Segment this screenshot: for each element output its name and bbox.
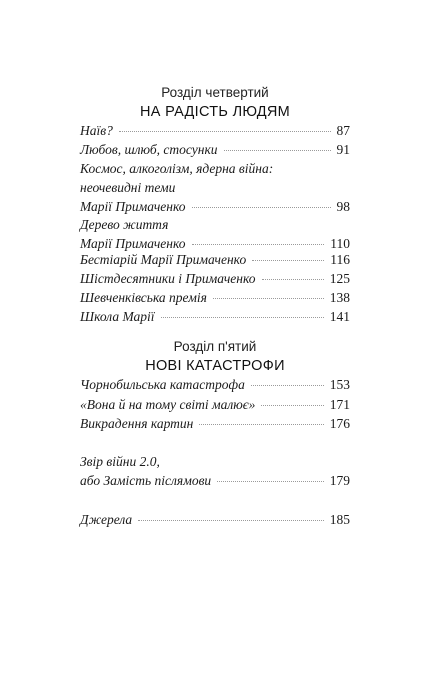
dot-leader (251, 385, 324, 386)
section-title: НОВІ КАТАСТРОФИ (145, 358, 285, 374)
page-number: 98 (336, 199, 350, 214)
entry-title-line: Дерево життя (80, 217, 169, 232)
dot-leader (199, 424, 323, 425)
entry-title-line: Звір війни 2.0, (80, 454, 160, 469)
dot-leader (119, 131, 331, 132)
entry-title: Викрадення картин (80, 416, 194, 431)
dot-leader (213, 298, 324, 299)
entry-title-line: неочевидні теми (80, 180, 176, 195)
dot-leader (192, 207, 331, 208)
dot-leader (252, 260, 324, 261)
toc-entry[interactable] (80, 159, 350, 216)
toc-entry[interactable] (80, 452, 350, 490)
entry-title: Шевченківська премія (80, 290, 207, 305)
entry-title: Школа Марії (80, 309, 155, 324)
page-number: 138 (329, 290, 350, 305)
entry-title: Шістдесятники і Примаченко (80, 271, 256, 286)
dot-leader (161, 317, 324, 318)
toc-entry[interactable] (80, 250, 350, 269)
entry-title: Марії Примаченко (80, 199, 186, 214)
toc-entry[interactable] (80, 307, 350, 326)
page-number: 91 (336, 142, 350, 157)
entry-title: Чорнобильська катастрофа (80, 377, 245, 392)
section-header-4 (80, 84, 350, 122)
dot-leader (261, 405, 323, 406)
page-number: 116 (330, 252, 350, 267)
entry-title: Любов, шлюб, стосунки (80, 142, 218, 157)
entry-title: «Вона й на тому світі малює» (80, 397, 256, 412)
toc-entry[interactable] (80, 121, 350, 140)
entry-title: або Замість післямови (80, 473, 212, 488)
page-number: 110 (330, 236, 350, 251)
entry-title-line: Космос, алкоголізм, ядерна війна: (80, 161, 274, 176)
section-title: НА РАДІСТЬ ЛЮДЯМ (140, 104, 290, 120)
page-number: 185 (329, 512, 350, 527)
page-number: 153 (329, 377, 350, 392)
toc-entry[interactable] (80, 288, 350, 307)
dot-leader (262, 279, 324, 280)
entry-title: Бестіарій Марії Примаченко (80, 252, 247, 267)
page-number: 179 (329, 473, 350, 488)
page-number: 87 (336, 123, 350, 138)
toc-entry[interactable] (80, 215, 350, 253)
entry-title: Марії Примаченко (80, 236, 186, 251)
section-label: Розділ четвертий (161, 85, 269, 100)
entry-title: Джерела (80, 512, 133, 527)
dot-leader (138, 520, 324, 521)
toc-entry[interactable] (80, 414, 350, 433)
toc-entry[interactable] (80, 269, 350, 288)
toc-entry[interactable] (80, 510, 350, 529)
toc-entry[interactable] (80, 140, 350, 159)
section-label: Розділ п'ятий (173, 339, 257, 354)
page-number: 141 (329, 309, 350, 324)
page-number: 125 (329, 271, 350, 286)
toc-entry[interactable] (80, 395, 350, 414)
dot-leader (224, 150, 331, 151)
page-number: 171 (329, 397, 350, 412)
dot-leader (217, 481, 324, 482)
dot-leader (192, 244, 325, 245)
page-number: 176 (329, 416, 350, 431)
section-header-5 (80, 338, 350, 376)
toc-entry[interactable] (80, 375, 350, 394)
entry-title: Наїв? (80, 123, 113, 138)
